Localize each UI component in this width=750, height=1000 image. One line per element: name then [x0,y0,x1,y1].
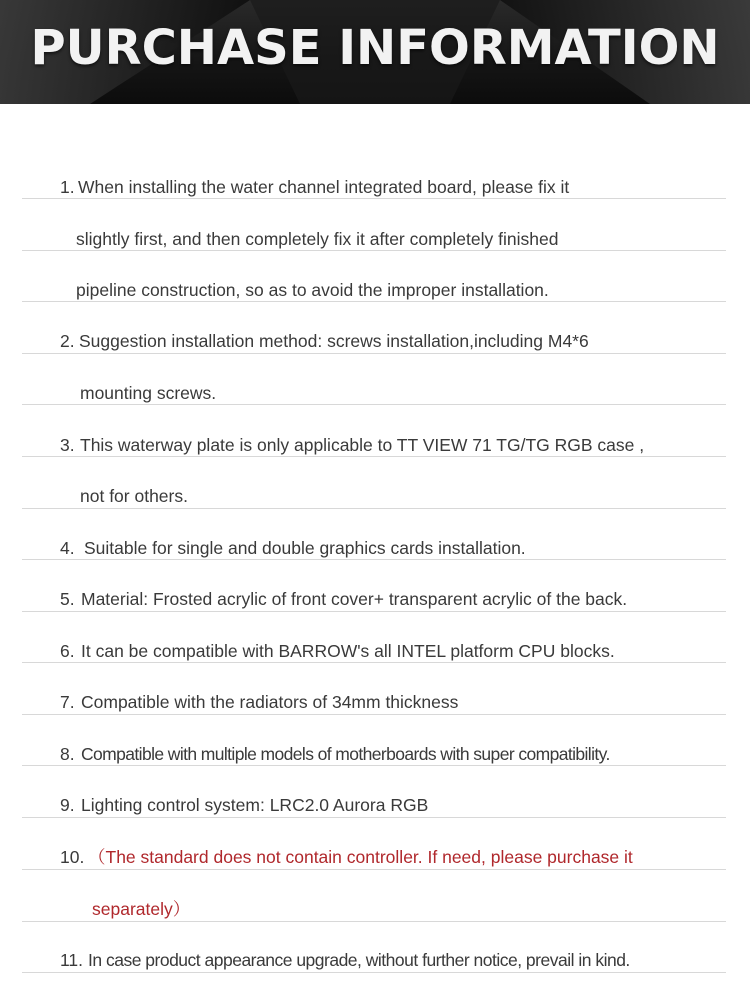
item-number: 11. [60,950,84,970]
item-number: 7. [60,692,75,712]
item-text-line: slightly first, and then completely fix it after completely finished [76,229,559,249]
item-text-line: （The standard does not contain controller. If need, please purchase it [88,847,633,867]
list-item-5 [0,584,740,614]
item-text-line: Material: Frosted acrylic of front cover+ transparent acrylic of the back. [81,589,628,609]
list-item-2 [0,326,740,356]
divider [22,559,726,560]
item-text-line: Compatible with the radiators of 34mm thickness [81,692,459,712]
divider [22,250,726,251]
divider [22,456,726,457]
item-text-line: Compatible with multiple models of motherboards with super compatibility. [81,744,610,764]
item-text-line: mounting screws. [80,383,217,403]
item-text-line: not for others. [80,486,188,506]
item-number: 10. [60,847,85,867]
divider [22,404,726,405]
divider [22,921,726,922]
item-text-line: Suitable for single and double graphics cards installation. [84,538,526,558]
item-number: 8. [60,744,75,764]
divider [22,611,726,612]
divider [22,353,726,354]
divider [22,972,726,973]
divider [22,869,726,870]
item-text-line: This waterway plate is only applicable to TT VIEW 71 TG/TG RGB case , [80,435,645,455]
item-number: 5. [60,589,75,609]
item-text-line: In case product appearance upgrade, without further notice, prevail in kind. [88,950,630,970]
item-text-line: When installing the water channel integrated board, please fix it [78,177,570,197]
item-text-line: Lighting control system: LRC2.0 Aurora RGB [81,795,429,815]
list-item-10 [0,842,740,872]
item-text-line: pipeline construction, so as to avoid the improper installation. [76,280,549,300]
list-item-9 [0,790,740,820]
item-number: 3. [60,435,75,455]
divider [22,508,726,509]
item-number: 9. [60,795,75,815]
list-item-11 [0,945,740,975]
item-number: 2. [60,331,75,351]
item-number: 1. [60,177,75,197]
item-text-line: It can be compatible with BARROW's all INTEL platform CPU blocks. [81,641,615,661]
divider [22,817,726,818]
divider [22,198,726,199]
list-item-7 [0,687,740,717]
page-title: PURCHASE INFORMATION [30,20,720,76]
divider [22,662,726,663]
item-number: 4. [60,538,75,558]
item-text-line: Suggestion installation method: screws installation,including M4*6 [79,331,589,351]
divider [22,765,726,766]
item-number: 6. [60,641,75,661]
list-item-3-cont [0,481,740,511]
divider [22,714,726,715]
divider [22,301,726,302]
list-item-10-cont [0,894,740,924]
item-text-line: separately） [92,899,191,919]
